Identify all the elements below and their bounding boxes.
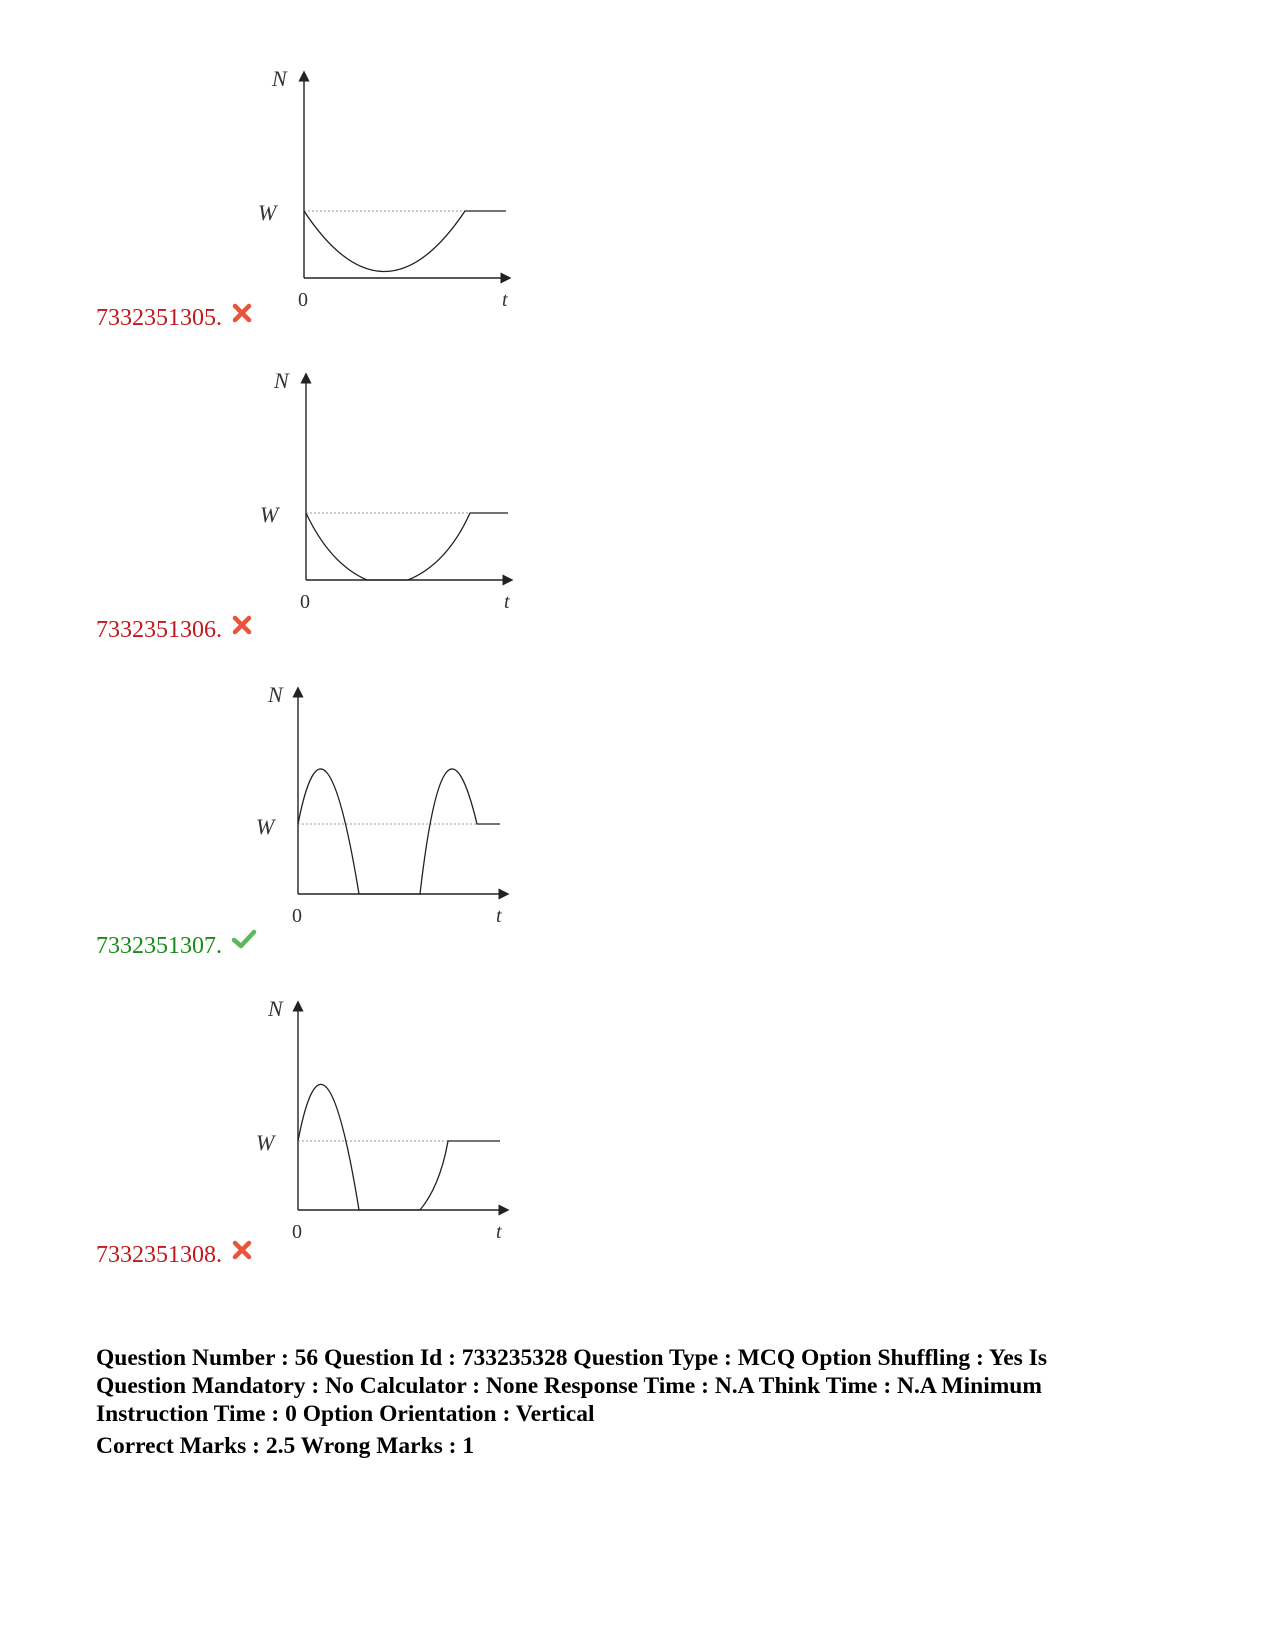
- x-axis-label: t: [504, 591, 510, 613]
- option-3-id: 7332351307.: [96, 933, 222, 959]
- question-meta-line-3: Instruction Time : 0 Option Orientation : Vertical: [96, 1401, 595, 1427]
- check-icon: [231, 928, 257, 950]
- option-3-graph: [258, 676, 518, 938]
- option-2-graph: [262, 364, 522, 626]
- option-1-graph: [258, 62, 522, 324]
- option-2-id: 7332351306.: [96, 617, 222, 643]
- w-reference-label: W: [258, 200, 277, 225]
- y-axis-label: N: [268, 682, 283, 707]
- x-axis-label: t: [496, 1221, 502, 1243]
- origin-label: 0: [300, 591, 310, 613]
- origin-label: 0: [298, 289, 308, 311]
- cross-icon: [231, 614, 253, 636]
- question-meta-line-1: Question Number : 56 Question Id : 733235328 Question Type : MCQ Option Shuffling : Yes Is: [96, 1345, 1047, 1371]
- y-axis-label: N: [272, 66, 287, 91]
- origin-label: 0: [292, 1221, 302, 1243]
- question-meta: [96, 1344, 1196, 1460]
- y-axis-label: N: [274, 368, 289, 393]
- option-4-graph: [258, 990, 518, 1252]
- w-reference-label: W: [260, 502, 279, 527]
- w-reference-label: W: [256, 1130, 275, 1155]
- cross-icon: [231, 302, 253, 324]
- w-reference-label: W: [256, 814, 275, 839]
- y-axis-label: N: [268, 996, 283, 1021]
- option-1-id: 7332351305.: [96, 305, 222, 331]
- option-4-id: 7332351308.: [96, 1242, 222, 1268]
- x-axis-label: t: [496, 905, 502, 927]
- origin-label: 0: [292, 905, 302, 927]
- question-marks: Correct Marks : 2.5 Wrong Marks : 1: [96, 1433, 475, 1459]
- question-meta-line-2: Question Mandatory : No Calculator : None Response Time : N.A Think Time : N.A Minimum: [96, 1373, 1042, 1399]
- x-axis-label: t: [502, 289, 508, 311]
- cross-icon: [231, 1239, 253, 1261]
